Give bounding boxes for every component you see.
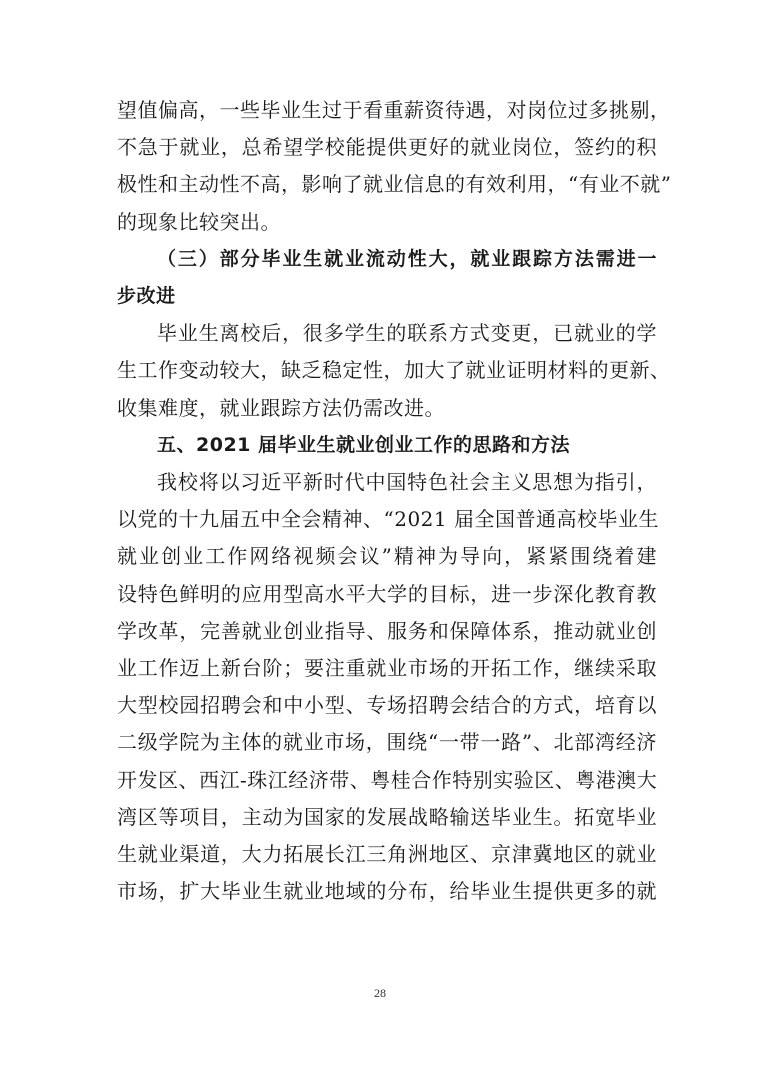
text-line: 极性和主动性不高，影响了就业信息的有效利用，“有业不就”	[117, 172, 672, 196]
section-heading: 五、2021 届毕业生就业创业工作的思路和方法	[157, 434, 570, 456]
text-line: 收集难度，就业跟踪方法仍需改进。	[117, 396, 445, 420]
text-line: 毕业生离校后，很多学生的联系方式变更，已就业的学	[157, 321, 657, 345]
text-line: 开发区、西江-珠江经济带、粤桂合作特别实验区、粤港澳大	[117, 768, 658, 792]
page-number: 28	[374, 986, 386, 1000]
text-line: 不急于就业，总希望学校能提供更好的就业岗位，签约的积	[117, 135, 657, 159]
text-line: 生工作变动较大，缺乏稳定性，加大了就业证明材料的更新、	[117, 358, 671, 382]
text-line: 我校将以习近平新时代中国特色社会主义思想为指引，	[157, 470, 657, 494]
text-line: 就业创业工作网络视频会议”精神为导向，紧紧围绕着建	[117, 544, 657, 568]
text-line: 大型校园招聘会和中小型、专场招聘会结合的方式，培育以	[117, 693, 657, 717]
section-heading-line: （三）部分毕业生就业流动性大，就业跟踪方法需进一	[157, 248, 657, 270]
text-line: 二级学院为主体的就业市场，围绕“一带一路”、北部湾经济	[117, 730, 657, 754]
text-line: 湾区等项目，主动为国家的发展战略输送毕业生。拓宽毕业	[117, 805, 657, 829]
text-line: 业工作迈上新台阶；要注重就业市场的开拓工作，继续采取	[117, 656, 657, 680]
text-line: 的现象比较突出。	[117, 210, 281, 234]
text-line: 生就业渠道，大力拓展长江三角洲地区、京津冀地区的就业	[117, 842, 657, 866]
section-heading-line: 步改进	[117, 285, 176, 307]
text-line: 学改革，完善就业创业指导、服务和保障体系，推动就业创	[117, 619, 657, 643]
text-line: 设特色鲜明的应用型高水平大学的目标，进一步深化教育教	[117, 582, 657, 606]
text-line: 望值偏高，一些毕业生过于看重薪资待遇，对岗位过多挑剔，	[117, 98, 671, 122]
text-line: 市场，扩大毕业生就业地域的分布，给毕业生提供更多的就	[117, 879, 657, 903]
text-line: 以党的十九届五中全会精神、“2021 届全国普通高校毕业生	[117, 507, 659, 531]
